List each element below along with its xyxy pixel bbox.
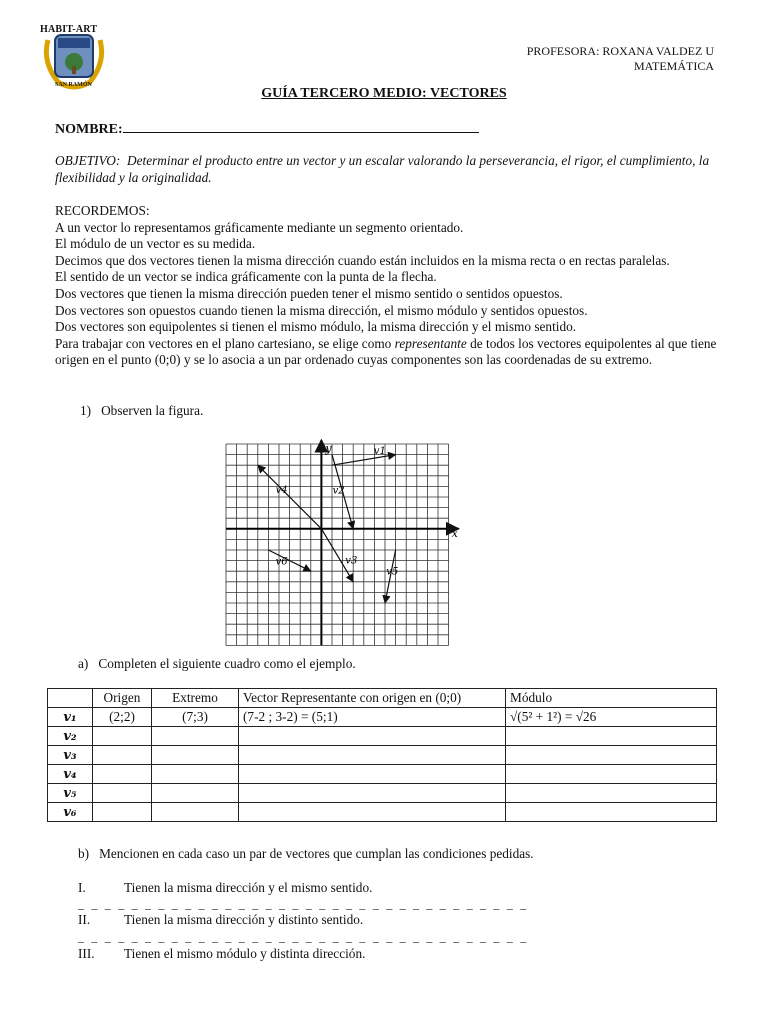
origin-cell[interactable]	[93, 727, 152, 746]
vector-name: v₁	[48, 708, 93, 727]
recordemos-last-paragraph	[55, 336, 721, 369]
vector-label-v5: v5	[386, 566, 399, 578]
end-cell[interactable]	[152, 765, 239, 784]
vector-label-v2: v2	[332, 485, 345, 497]
modulo-cell[interactable]: √(5² + 1²) = √26	[506, 708, 717, 727]
logo-bottom-text: SAN RAMÓN	[55, 82, 92, 88]
table-row	[48, 708, 717, 727]
vector-name: v₆	[48, 803, 93, 822]
table-header-row	[48, 689, 717, 708]
objective-label: OBJETIVO:	[55, 153, 121, 168]
question-1	[80, 403, 203, 419]
last-after: de todos los vectores equipolentes al que tiene origen en el punto (0;0) y se lo asocia a un par ordenado cuyas componentes son las coordenadas de su extremo.	[55, 335, 717, 368]
vector-name: v₅	[48, 784, 93, 803]
vector-name: v₂	[48, 727, 93, 746]
teacher-name: PROFESORA: ROXANA VALDEZ U	[526, 44, 714, 58]
table-row	[48, 784, 717, 803]
question-b-label: b)	[78, 846, 90, 861]
question-a	[78, 656, 356, 672]
vector-name: v₄	[48, 765, 93, 784]
item-3	[78, 946, 365, 962]
rep-cell[interactable]: (7-2 ; 3-2) = (5;1)	[239, 708, 506, 727]
modulo-cell[interactable]	[506, 727, 717, 746]
table-header-cell: Origen	[93, 689, 152, 708]
item-1	[78, 880, 372, 896]
vector-label-v6: v6	[275, 556, 288, 568]
page-title	[0, 86, 768, 102]
table-row	[48, 727, 717, 746]
recordemos-line: Dos vectores que tienen la misma dirección pueden tener el mismo sentido o sentidos opuestos.	[55, 285, 563, 301]
last-before: Para trabajar con vectores en el plano cartesiano, se elige como	[55, 335, 395, 351]
table-header-cell: Extremo	[152, 689, 239, 708]
y-axis-label: y	[325, 442, 332, 455]
recordemos-line: Decimos que dos vectores tienen la misma dirección cuando están incluidos en la misma recta o en rectas paralelas.	[55, 252, 670, 268]
question-a-label: a)	[78, 656, 89, 671]
item-text: Tienen el mismo módulo y distinta dirección.	[124, 946, 366, 961]
origin-cell[interactable]	[93, 803, 152, 822]
item-number: II.	[78, 912, 91, 927]
x-axis-label: x	[451, 526, 458, 540]
modulo-cell[interactable]	[506, 803, 717, 822]
end-cell[interactable]	[152, 746, 239, 765]
teacher-info	[527, 44, 714, 74]
question-a-text: Completen el siguiente cuadro como el ejemplo.	[98, 656, 356, 671]
item-2	[78, 912, 363, 928]
title-text: GUÍA TERCERO MEDIO: VECTORES	[261, 86, 507, 101]
item-text: Tienen la misma dirección y distinto sentido.	[124, 912, 364, 927]
objective-text: Determinar el producto entre un vector y un escalar valorando la perseverancia, el rigor, el cumplimiento, la flexibilidad y la originalidad.	[55, 153, 710, 185]
origin-cell[interactable]: (2;2)	[93, 708, 152, 727]
name-field	[55, 120, 479, 138]
vector-label-v4: v4	[275, 485, 288, 496]
table-header-cell: Vector Representante con origen en (0;0)	[239, 689, 506, 708]
recordemos-line: El sentido de un vector se indica gráficamente con la punta de la flecha.	[55, 269, 437, 285]
rep-cell[interactable]	[239, 727, 506, 746]
recordemos-line: Dos vectores son equipolentes si tienen el mismo módulo, la misma dirección y el mismo sentido.	[55, 319, 577, 335]
rep-cell[interactable]	[239, 765, 506, 784]
end-cell[interactable]	[152, 784, 239, 803]
end-cell[interactable]	[152, 803, 239, 822]
table-header-cell	[48, 689, 93, 708]
table-row	[48, 746, 717, 765]
answer-line[interactable]: _ _ _ _ _ _ _ _ _ _ _ _ _ _ _ _ _ _ _ _ _ _ _ _ _ _ _ _ _ _ _ _ _ _	[78, 897, 529, 911]
recordemos-section	[55, 203, 721, 369]
recordemos-heading: RECORDEMOS:	[55, 203, 150, 218]
table-row	[48, 803, 717, 822]
item-number: III.	[78, 946, 95, 961]
modulo-cell[interactable]	[506, 784, 717, 803]
answer-line[interactable]: _ _ _ _ _ _ _ _ _ _ _ _ _ _ _ _ _ _ _ _ _ _ _ _ _ _ _ _ _ _ _ _ _ _	[78, 930, 529, 944]
modulo-cell[interactable]	[506, 765, 717, 784]
recordemos-line: A un vector lo representamos gráficamente mediante un segmento orientado.	[55, 219, 464, 235]
end-cell[interactable]	[152, 727, 239, 746]
logo-top-text: HABIT-ART	[40, 24, 98, 35]
vector-name: v₃	[48, 746, 93, 765]
question-1-number: 1)	[80, 403, 92, 418]
recordemos-line: Dos vectores son opuestos cuando tienen la misma dirección, el mismo módulo y sentidos opuestos.	[55, 302, 588, 318]
subject-name: MATEMÁTICA	[634, 59, 714, 73]
vector-label-v1: v1	[373, 445, 386, 457]
vectors-table	[47, 688, 717, 822]
recordemos-line: El módulo de un vector es su medida.	[55, 236, 256, 252]
last-italic: representante	[394, 335, 467, 351]
question-b	[78, 846, 534, 862]
rep-cell[interactable]	[239, 803, 506, 822]
vector-figure	[220, 438, 458, 648]
question-1-text: Observen la figura.	[101, 403, 204, 418]
question-b-text: Mencionen en cada caso un par de vectores que cumplan las condiciones pedidas.	[99, 846, 534, 861]
vector-label-v3: v3	[345, 555, 358, 567]
name-blank-line[interactable]	[123, 120, 479, 133]
table-row	[48, 765, 717, 784]
table-header-cell: Módulo	[506, 689, 717, 708]
origin-cell[interactable]	[93, 765, 152, 784]
rep-cell[interactable]	[239, 746, 506, 765]
item-number: I.	[78, 880, 86, 895]
objective	[55, 152, 721, 186]
end-cell[interactable]: (7;3)	[152, 708, 239, 727]
rep-cell[interactable]	[239, 784, 506, 803]
origin-cell[interactable]	[93, 784, 152, 803]
name-label: NOMBRE:	[55, 122, 123, 137]
origin-cell[interactable]	[93, 746, 152, 765]
modulo-cell[interactable]	[506, 746, 717, 765]
item-text: Tienen la misma dirección y el mismo sentido.	[124, 880, 373, 895]
